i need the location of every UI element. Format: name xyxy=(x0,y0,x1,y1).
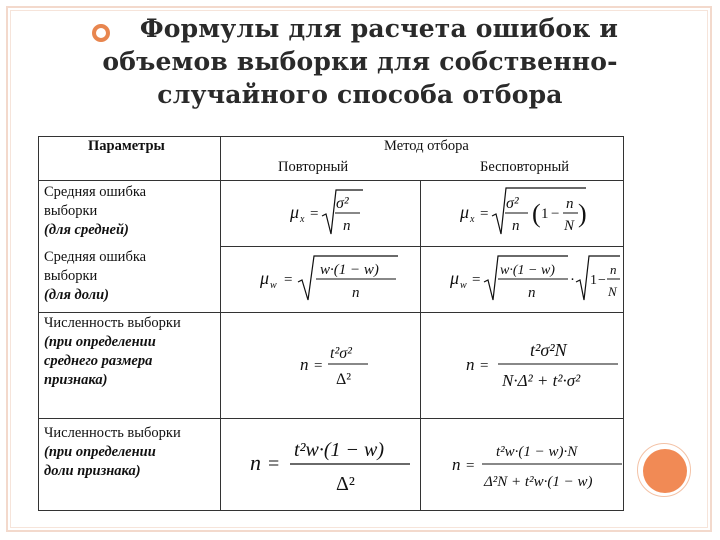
slide-title xyxy=(60,12,660,111)
numerator-t2w1w: t²w·(1 − w) xyxy=(294,439,385,461)
numerator-n: n xyxy=(566,196,574,212)
mu-symbol: μ xyxy=(260,268,270,288)
one: 1 xyxy=(541,206,549,222)
denominator-share: Δ²N + t²w·(1 − w) xyxy=(484,474,593,490)
sub-w: w xyxy=(270,280,277,291)
formulas-layer xyxy=(38,136,624,511)
row3-line2: (при определении xyxy=(44,334,156,350)
row3-line3: среднего размера xyxy=(44,353,153,369)
sub-x: x xyxy=(300,214,305,225)
denominator-mean: N·Δ² + t²·σ² xyxy=(502,371,581,390)
mu-symbol: μ xyxy=(450,268,460,288)
row4-line3: доли признака) xyxy=(44,463,141,479)
numerator-t2s2: t²σ² xyxy=(330,345,352,362)
row4-line2: (при определении xyxy=(44,444,156,460)
minus: − xyxy=(551,206,560,222)
paren-right: ) xyxy=(578,199,587,228)
equals: = xyxy=(472,272,481,288)
dot-operator: · xyxy=(570,272,575,288)
row2-line3: (для доли) xyxy=(44,287,109,303)
row3-line1: Численность выборки xyxy=(44,315,181,331)
equals: = xyxy=(310,206,319,222)
row2-line1: Средняя ошибка xyxy=(44,249,147,265)
n-symbol: n xyxy=(250,450,261,475)
n-symbol: n xyxy=(300,355,309,374)
mu-symbol: μ xyxy=(290,202,300,222)
row1-line1: Средняя ошибка xyxy=(44,184,147,200)
numerator-t2s2N: t²σ²N xyxy=(530,340,567,360)
header-params: Параметры xyxy=(88,138,165,154)
numerator-w-expr: w·(1 − w) xyxy=(320,262,379,278)
denominator-n: n xyxy=(512,218,520,234)
formula-size-mean-norepeat xyxy=(466,340,618,390)
formula-mean-error-norepeat xyxy=(459,188,587,234)
equals: = xyxy=(480,206,489,222)
n-symbol: n xyxy=(452,455,461,474)
title-line-3: случайного способа отбора xyxy=(157,80,563,109)
formula-table xyxy=(38,136,624,511)
header-norepeat: Бесповторный xyxy=(480,159,569,175)
sigma-squared: σ² xyxy=(506,195,519,212)
equals: = xyxy=(466,458,475,474)
formula-share-error-repeat xyxy=(259,256,398,301)
formula-size-mean-repeat xyxy=(300,345,368,388)
equals: = xyxy=(284,272,293,288)
row2-line2: выборки xyxy=(44,268,98,284)
one: 1 xyxy=(590,273,597,288)
numerator-n: n xyxy=(610,262,617,277)
header-method: Метод отбора xyxy=(384,138,469,154)
title-line-2: объемов выборки для собственно- xyxy=(102,47,618,76)
title-line-1: Формулы для расчета ошибок и xyxy=(139,14,619,43)
row1-line3: (для средней) xyxy=(44,222,129,238)
denominator-n: n xyxy=(528,285,536,301)
denominator-delta2: Δ² xyxy=(336,473,355,495)
row1-line2: выборки xyxy=(44,203,98,219)
denominator-delta2: Δ² xyxy=(336,371,352,388)
sub-x: x xyxy=(470,214,475,225)
formula-size-share-repeat xyxy=(250,439,410,495)
formula-size-share-norepeat xyxy=(452,444,622,490)
numerator-t2w1wN: t²w·(1 − w)·N xyxy=(496,444,578,460)
row4-line1: Численность выборки xyxy=(44,425,181,441)
denominator-n: n xyxy=(343,218,351,234)
decorative-circle xyxy=(643,449,687,493)
equals: = xyxy=(268,453,280,475)
denominator-N: N xyxy=(608,284,617,299)
denominator-N: N xyxy=(564,218,575,234)
sub-w: w xyxy=(460,280,467,291)
row3-line4: признака) xyxy=(44,372,108,388)
n-symbol: n xyxy=(466,355,475,374)
formula-share-error-norepeat xyxy=(449,256,620,301)
mu-symbol: μ xyxy=(460,202,470,222)
formula-mean-error-repeat xyxy=(289,190,363,234)
minus: − xyxy=(598,273,606,288)
denominator-n: n xyxy=(352,285,360,301)
equals: = xyxy=(480,358,489,374)
header-repeat: Повторный xyxy=(278,159,349,175)
equals: = xyxy=(314,358,323,374)
sigma-squared: σ² xyxy=(336,195,349,212)
numerator-w-expr: w·(1 − w) xyxy=(500,263,555,278)
paren-left: ( xyxy=(532,199,541,228)
